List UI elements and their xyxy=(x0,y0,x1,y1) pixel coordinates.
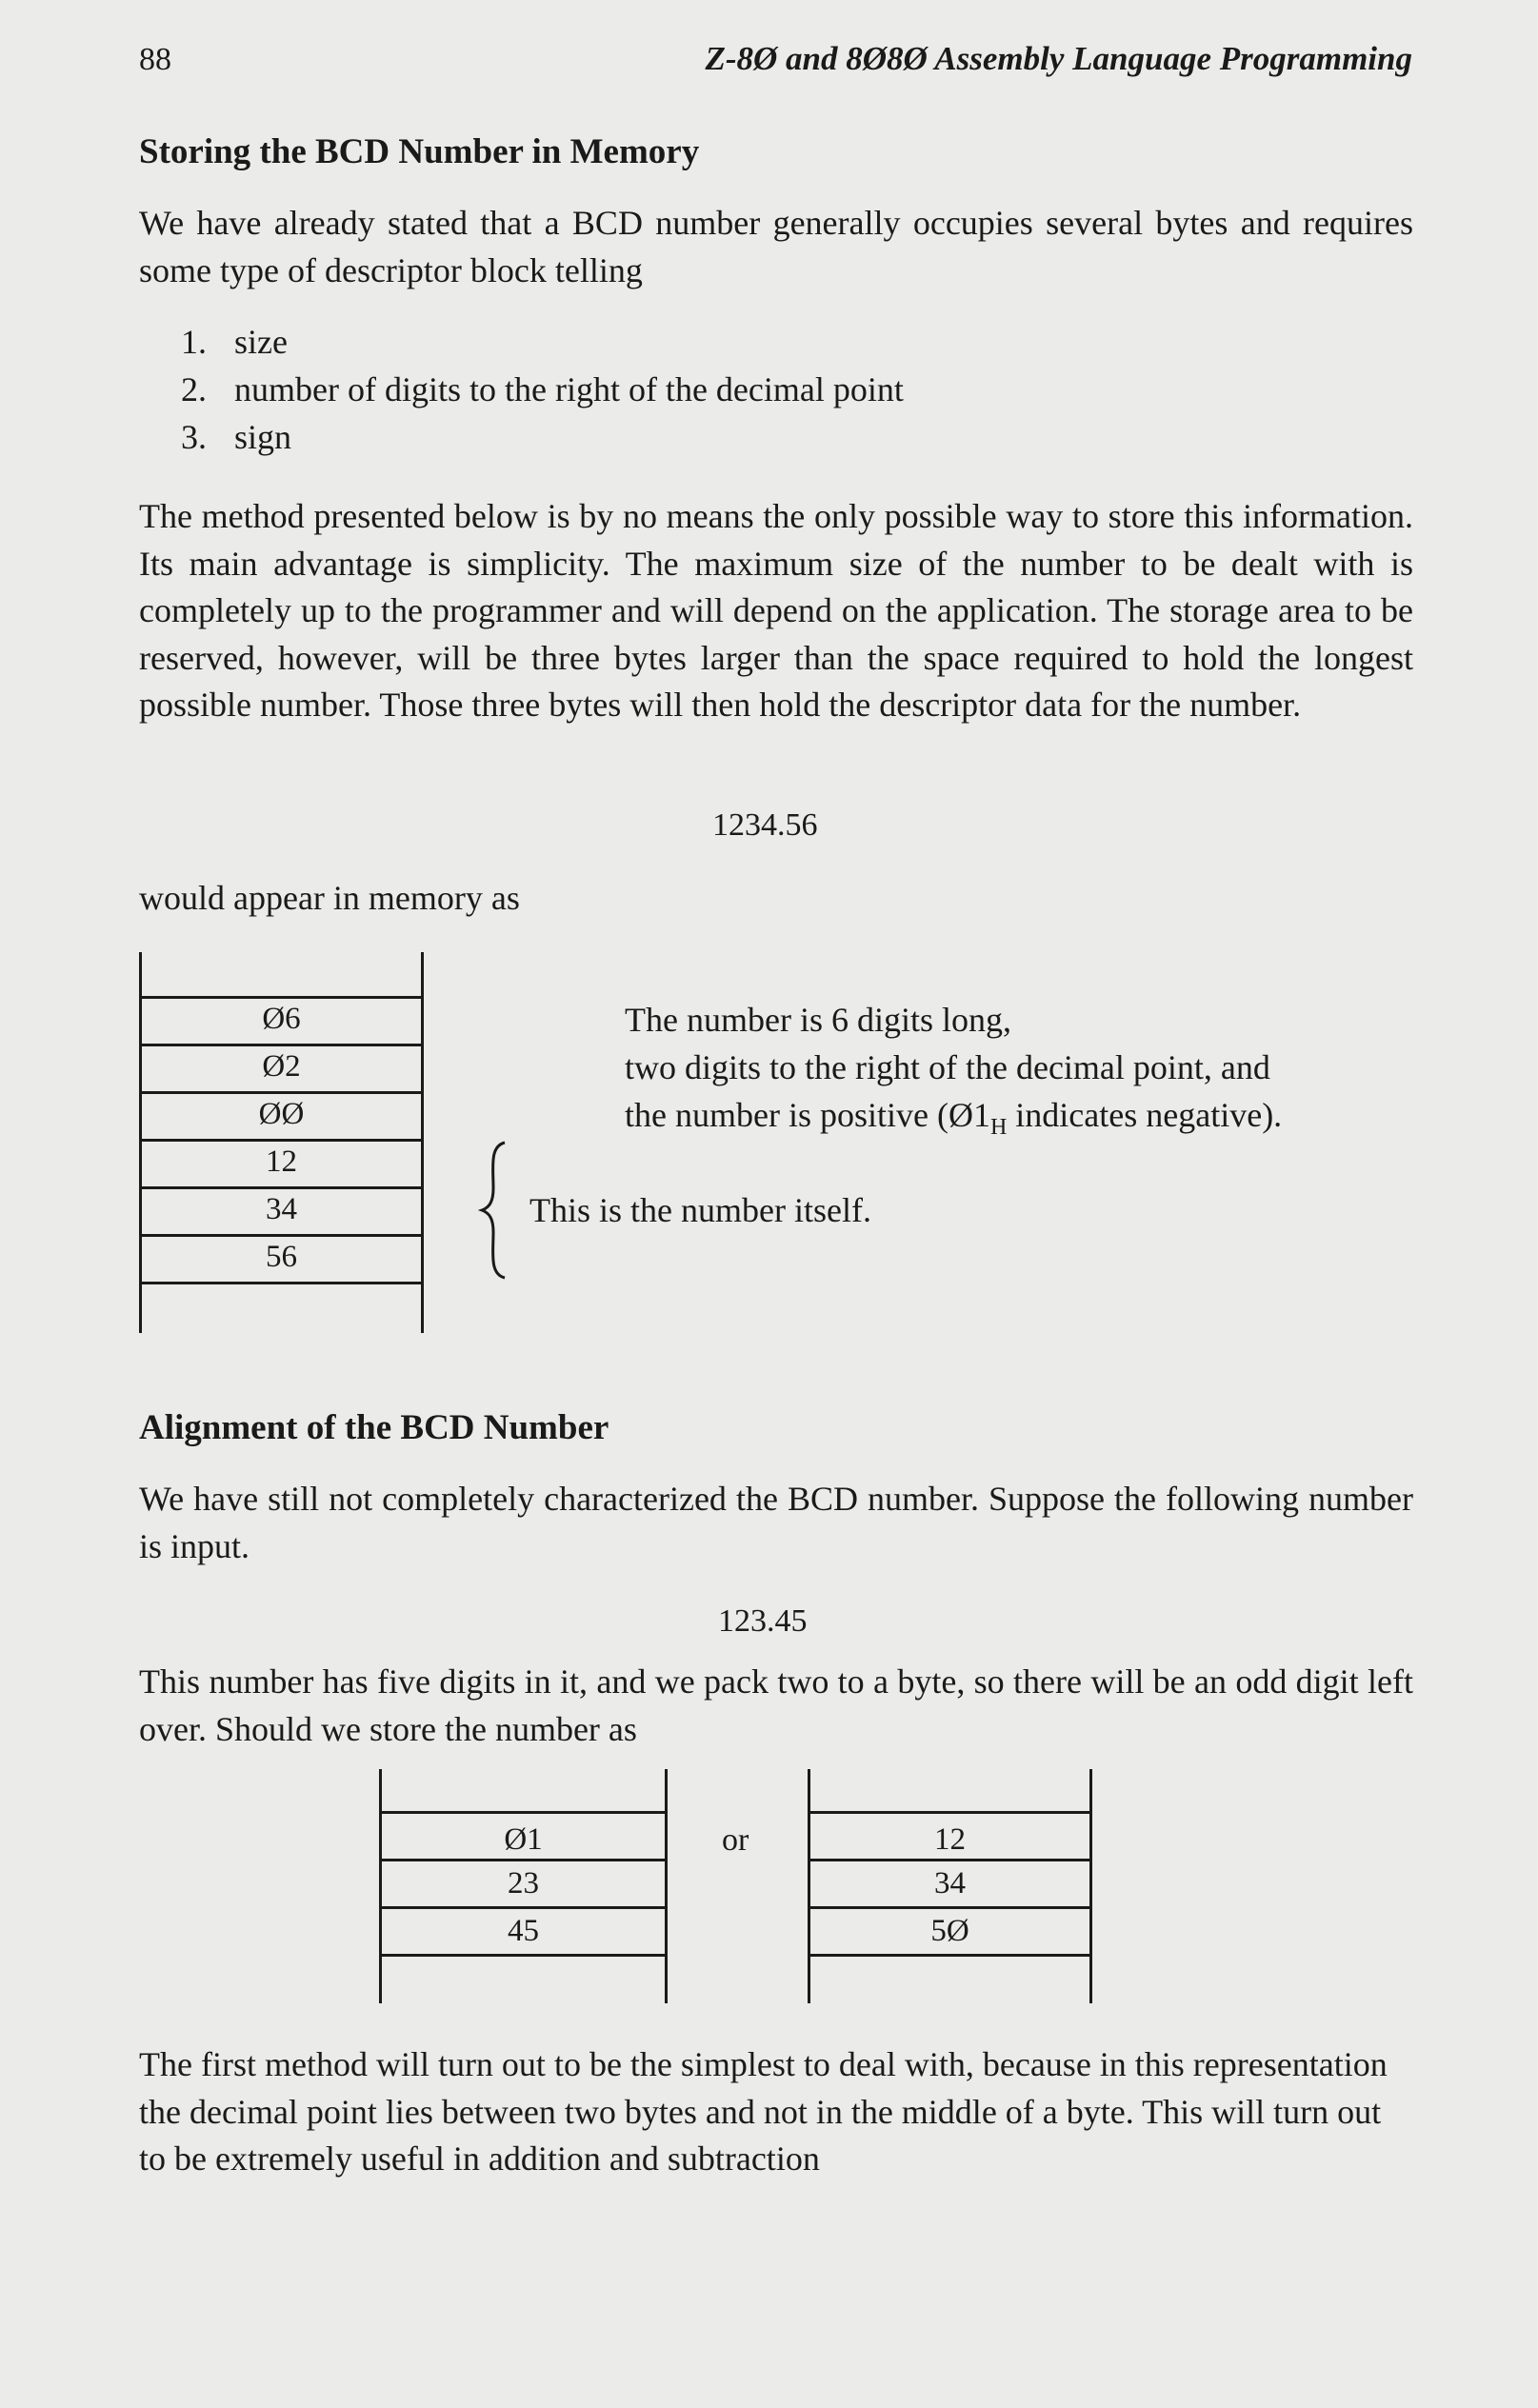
list-item-size xyxy=(181,322,288,362)
alignment-paragraph: We have still not completely characterized the BCD number. Suppose the following number is input. xyxy=(139,1480,1413,1565)
curly-brace-icon xyxy=(476,1139,514,1282)
memory-divider xyxy=(139,1234,424,1237)
list-text: size xyxy=(234,323,288,361)
option-a-cell: 45 xyxy=(508,1914,539,1948)
section-heading-storing: Storing the BCD Number in Memory xyxy=(139,132,700,171)
descriptor-note-line: The number is 6 digits long, xyxy=(625,1001,1011,1039)
option-b-divider xyxy=(808,1954,1092,1957)
option-a-cell: 23 xyxy=(508,1866,539,1901)
memory-cell: 56 xyxy=(266,1240,297,1274)
intro-paragraph: We have already stated that a BCD number generally occupies several bytes and requires some type of descriptor block telling xyxy=(139,204,1413,289)
descriptor-note-line xyxy=(625,1095,1282,1141)
list-number: 1. xyxy=(181,323,207,361)
method-paragraph: The method presented below is by no means the only possible way to store this information. Its main advantage is simplicity. The maximum size of the number to be dealt with is completely up to the programmer and will depend on the application. The storage area to be reserved, however, will be three bytes larger than the space required to hold the longest possible number. Those three bytes will then hold the descriptor data for the number. xyxy=(139,497,1413,724)
option-a-right-border xyxy=(665,1769,668,2003)
option-a-cell: Ø1 xyxy=(504,1822,543,1857)
brace-note: This is the number itself. xyxy=(529,1191,871,1229)
memory-right-border xyxy=(421,952,424,1333)
note-text: the number is positive (Ø1 xyxy=(625,1096,990,1134)
option-a-divider xyxy=(379,1811,668,1814)
list-text: sign xyxy=(234,418,292,456)
memory-cell: 12 xyxy=(266,1144,297,1179)
memory-divider xyxy=(139,996,424,999)
option-a-divider xyxy=(379,1859,668,1861)
page-number: 88 xyxy=(139,42,171,77)
list-text: number of digits to the right of the decimal point xyxy=(234,370,904,408)
option-b-right-border xyxy=(1089,1769,1092,2003)
list-item-sign xyxy=(181,417,291,457)
option-b-divider xyxy=(808,1859,1092,1861)
memory-cell: ØØ xyxy=(258,1097,305,1131)
example-number-2: 123.45 xyxy=(718,1603,808,1639)
memory-divider xyxy=(139,1282,424,1284)
memory-divider xyxy=(139,1091,424,1094)
memory-divider xyxy=(139,1139,424,1142)
note-text: indicates negative). xyxy=(1007,1096,1283,1134)
memory-divider xyxy=(139,1186,424,1189)
odd-digit-paragraph: This number has five digits in it, and we pack two to a byte, so there will be an odd digit left over. Should we store the number as xyxy=(139,1662,1413,1748)
hex-subscript: H xyxy=(989,1115,1008,1141)
example-number: 1234.56 xyxy=(712,807,818,843)
option-a-divider xyxy=(379,1954,668,1957)
option-b-divider xyxy=(808,1811,1092,1814)
option-b-cell: 12 xyxy=(934,1822,966,1857)
memory-cell: Ø6 xyxy=(262,1002,301,1036)
list-number: 3. xyxy=(181,418,207,456)
option-b-divider xyxy=(808,1906,1092,1909)
conclusion-paragraph: The first method will turn out to be the simplest to deal with, because in this representation the decimal point lies between two bytes and not in the middle of a byte. This will turn out to be extremely useful in addition and subtraction xyxy=(139,2045,1388,2178)
lead-in-text: would appear in memory as xyxy=(139,879,520,917)
memory-divider xyxy=(139,1044,424,1046)
memory-cell: 34 xyxy=(266,1192,297,1226)
memory-cell: Ø2 xyxy=(262,1049,301,1084)
section-heading-alignment: Alignment of the BCD Number xyxy=(139,1408,609,1447)
list-item-digits xyxy=(181,369,904,409)
option-b-cell: 34 xyxy=(934,1866,966,1901)
list-number: 2. xyxy=(181,370,207,408)
or-label: or xyxy=(722,1822,749,1858)
option-a-divider xyxy=(379,1906,668,1909)
descriptor-note-line: two digits to the right of the decimal point, and xyxy=(625,1048,1270,1086)
running-title: Z-8Ø and 8Ø8Ø Assembly Language Programming xyxy=(705,40,1412,77)
option-b-cell: 5Ø xyxy=(930,1914,969,1948)
